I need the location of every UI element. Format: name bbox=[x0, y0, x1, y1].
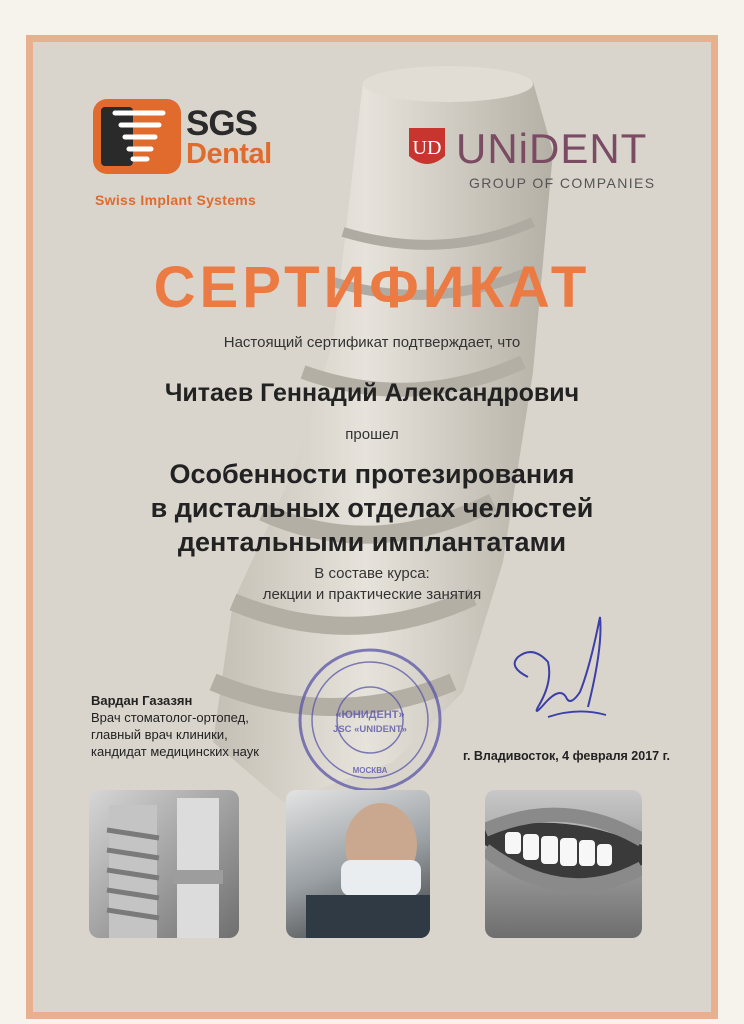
smile-photo bbox=[485, 790, 642, 938]
dentist-photo bbox=[286, 790, 430, 938]
course-note-detail: лекции и практические занятия bbox=[262, 586, 482, 603]
unident-logo-icon bbox=[407, 126, 447, 170]
confirmation-text: Настоящий сертификат подтверждает, что bbox=[223, 334, 521, 351]
course-title-line: дентальными имплантатами bbox=[177, 527, 567, 557]
handwritten-signature bbox=[488, 607, 618, 737]
company-stamp bbox=[295, 645, 445, 795]
unident-brand-name: UNiDENT bbox=[456, 125, 648, 172]
recipient-name: Читаев Геннадий Александрович bbox=[164, 379, 580, 407]
stamp-center-top: «ЮНИДЕНТ» bbox=[335, 709, 405, 721]
stamp-ring-text: МОСКВА bbox=[352, 766, 388, 775]
implant-photo bbox=[89, 790, 239, 938]
signatory-title-line: главный врач клиники, bbox=[91, 727, 228, 742]
signatory-title-line: Врач стоматолог-ортопед, bbox=[91, 710, 249, 725]
certificate-title: СЕРТИФИКАТ bbox=[153, 255, 591, 320]
place-and-date: г. Владивосток, 4 февраля 2017 г. bbox=[463, 749, 671, 763]
course-title-line: в дистальных отделах челюстей bbox=[150, 493, 594, 523]
stamp-center-bottom: JSC «UNIDENT» bbox=[333, 724, 407, 735]
course-note-heading: В составе курса: bbox=[314, 565, 430, 582]
unident-group-label: GROUP OF COMPANIES bbox=[469, 175, 656, 191]
signatory-name: Вардан Газазян bbox=[91, 693, 193, 708]
course-title bbox=[33, 457, 711, 559]
passed-text: прошел bbox=[345, 426, 399, 443]
sgs-brand-dental: Dental bbox=[186, 138, 272, 170]
sgs-implant-logo-icon bbox=[93, 99, 181, 174]
signatory-title-line: кандидат медицинских наук bbox=[91, 744, 259, 759]
certificate-sheet bbox=[26, 35, 718, 1019]
course-title-line: Особенности протезирования bbox=[169, 459, 575, 489]
unident-mark-letters: UD bbox=[412, 137, 442, 159]
signatory-block bbox=[91, 692, 259, 760]
sgs-tagline: Swiss Implant Systems bbox=[95, 192, 257, 208]
sgs-brand-name: SGS bbox=[186, 104, 257, 143]
